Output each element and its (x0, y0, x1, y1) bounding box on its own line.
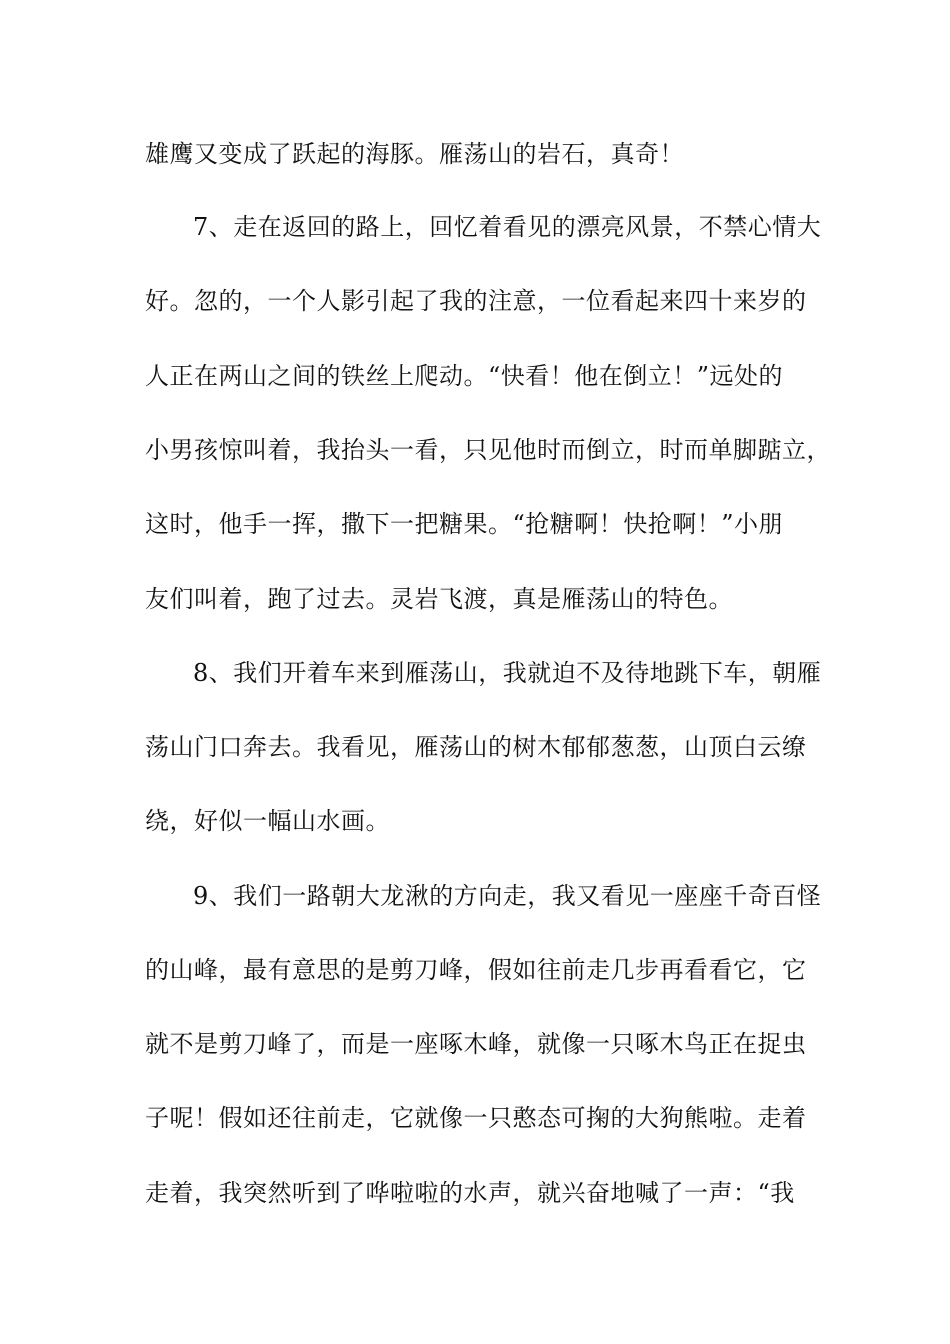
text-line: 绕，好似一幅山水画。 (145, 807, 390, 835)
text-line: 这时，他手一挥，撒下一把糖果。“抢糖啊！快抢啊！”小朋 (145, 510, 784, 538)
text-line: 荡山门口奔去。我看见，雁荡山的树木郁郁葱葱，山顶白云缭 (145, 733, 807, 761)
text-line: 友们叫着，跑了过去。灵岩飞渡，真是雁荡山的特色。 (145, 585, 733, 613)
paragraph-7-line: 7、走在返回的路上，回忆着看见的漂亮风景，不禁心情大 (193, 213, 822, 241)
paragraph-9-line: 9、我们一路朝大龙湫的方向走，我又看见一座座千奇百怪 (193, 882, 822, 910)
text-line: 走着，我突然听到了哗啦啦的水声，就兴奋地喊了一声：“我 (145, 1179, 795, 1207)
text-line: 的山峰，最有意思的是剪刀峰，假如往前走几步再看看它，它 (145, 956, 807, 984)
text-line: 好。忽的，一个人影引起了我的注意，一位看起来四十来岁的 (145, 287, 807, 315)
text-line: 子呢！假如还往前走，它就像一只憨态可掬的大狗熊啦。走着 (145, 1104, 807, 1132)
paragraph-8-line: 8、我们开着车来到雁荡山，我就迫不及待地跳下车，朝雁 (193, 659, 822, 687)
text-line: 雄鹰又变成了跃起的海豚。雁荡山的岩石，真奇！ (145, 140, 684, 168)
text-line: 就不是剪刀峰了，而是一座啄木峰，就像一只啄木鸟正在捉虫 (145, 1030, 807, 1058)
text-line: 人正在两山之间的铁丝上爬动。“快看！他在倒立！”远处的 (145, 362, 784, 390)
text-line: 小男孩惊叫着，我抬头一看，只见他时而倒立，时而单脚踮立， (145, 436, 831, 464)
